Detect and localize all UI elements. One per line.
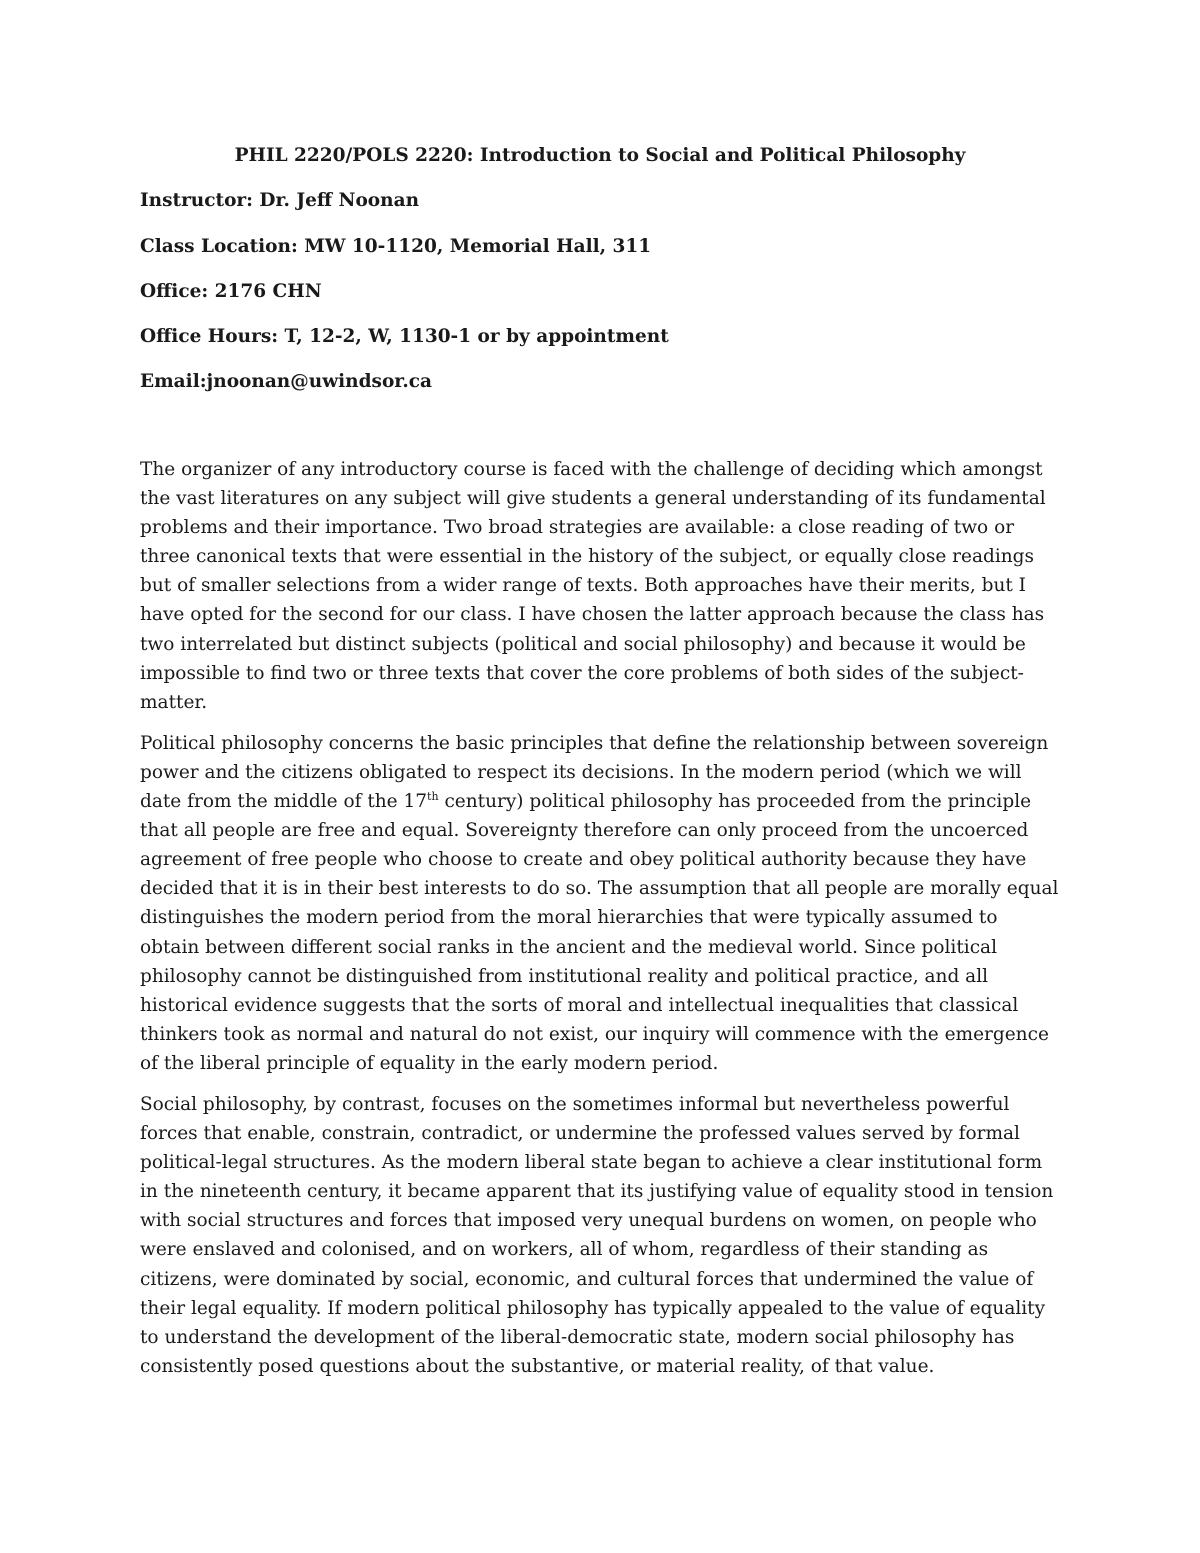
office-hours-line: Office Hours: T, 12-2, W, 1130-1 or by appointment (140, 326, 669, 347)
instructor-line: Instructor: Dr. Jeff Noonan (140, 190, 420, 211)
paragraph-text-segment: century) political philosophy has proceeded from the principle that all people are free and equal. Sovereignty therefore can only proceed from the uncoerced agreement of free people who choose to create and obey political authority because they have decided that it is in their best interests to do so. The assumption that all people are morally equal distinguishes the modern period from the moral hierarchies that were typically assumed to obtain between different social ranks in the ancient and the medieval world. Since political philosophy cannot be distinguished from institutional reality and political practice, and all historical evidence suggests that the sorts of moral and intellectual inequalities that classical thinkers took as normal and natural do not exist, our inquiry will commence with the emergence of the liberal principle of equality in the early modern period. (140, 791, 1059, 1074)
paragraph-text-segment: Political philosophy concerns the basic principles that define the relationship between sovereign power and the citizens obligated to respect its decisions. In the modern period (which we will date from the middle of the 17 (140, 732, 1049, 813)
ordinal-superscript: th (427, 790, 439, 804)
office-line: Office: 2176 CHN (140, 281, 322, 302)
paragraph-political-philosophy (140, 729, 1060, 1078)
document-title: PHIL 2220/POLS 2220: Introduction to Social and Political Philosophy (234, 145, 966, 166)
paragraph-intro: The organizer of any introductory course is faced with the challenge of deciding which amongst the vast literatures on any subject will give students a general understanding of its fundamental problems and their importance. Two broad strategies are available: a close reading of two or three canonical texts that were essential in the history of the subject, or equally close readings but of smaller selections from a wider range of texts. Both approaches have their merits, but I have opted for the second for our class. I have chosen the latter approach because the class has two interrelated but distinct subjects (political and social philosophy) and because it would be impossible to find two or three texts that cover the core problems of both sides of the subject-matter. (140, 459, 1046, 713)
email-line: Email:jnoonan@uwindsor.ca (140, 371, 433, 392)
body-text (140, 455, 1060, 1393)
class-location-line: Class Location: MW 10-1120, Memorial Hall, 311 (140, 236, 652, 257)
paragraph-social-philosophy: Social philosophy, by contrast, focuses on the sometimes informal but nevertheless powerful forces that enable, constrain, contradict, or undermine the professed values served by formal political-legal structures. As the modern liberal state began to achieve a clear institutional form in the nineteenth century, it became apparent that its justifying value of equality stood in tension with social structures and forces that imposed very unequal burdens on women, on people who were enslaved and colonised, and on workers, all of whom, regardless of their standing as citizens, were dominated by social, economic, and cultural forces that undermined the value of their legal equality. If modern political philosophy has typically appealed to the value of equality to understand the development of the liberal-democratic state, modern social philosophy has consistently posed questions about the substantive, or material reality, of that value. (140, 1093, 1054, 1377)
